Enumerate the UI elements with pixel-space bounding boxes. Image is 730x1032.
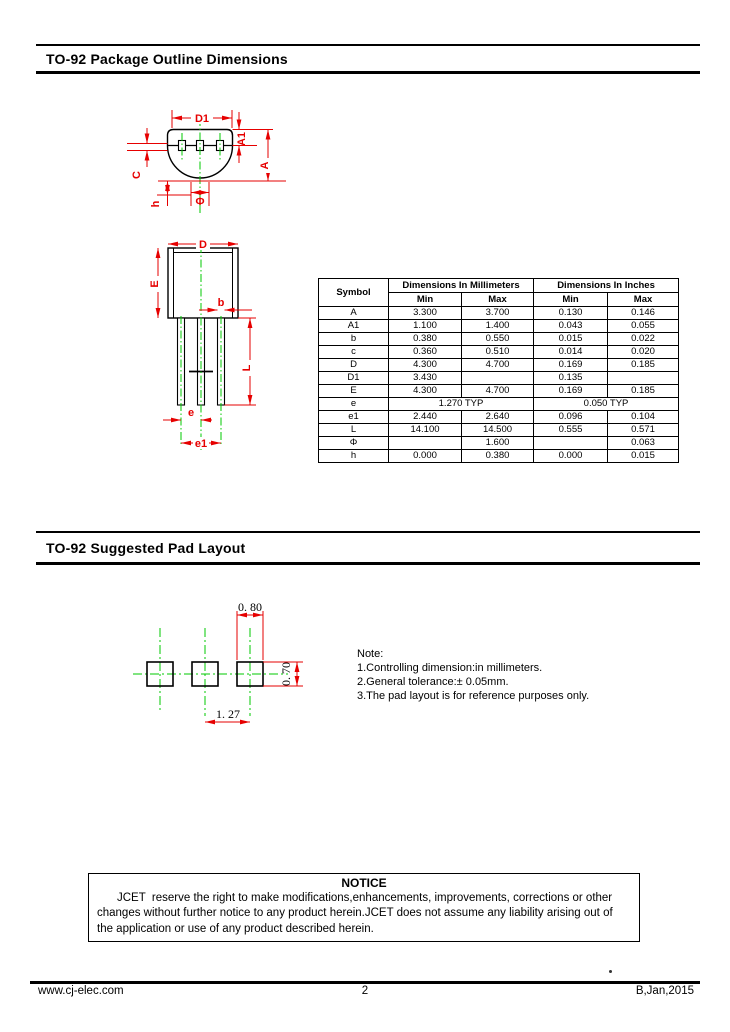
table-row	[319, 359, 679, 372]
table-cell: 0.169	[534, 359, 608, 372]
dim-label-l: L	[241, 364, 253, 372]
table-cell: 4.300	[389, 385, 462, 398]
table-cell: 0.020	[608, 346, 679, 359]
table-row	[319, 411, 679, 424]
table-cell: 0.043	[534, 320, 608, 333]
table-cell: 0.555	[534, 424, 608, 437]
table-cell: 4.700	[462, 385, 534, 398]
notice-title: NOTICE	[341, 876, 387, 890]
dimensions-table	[318, 278, 679, 463]
table-cell	[462, 372, 534, 385]
footer-rule	[30, 981, 700, 984]
table-row	[319, 385, 679, 398]
table-cell: 0.000	[389, 450, 462, 463]
header-max: Max	[608, 293, 679, 307]
dim-label-h: h	[150, 200, 162, 208]
table-cell	[608, 372, 679, 385]
front-view	[149, 238, 256, 450]
header-min: Min	[389, 293, 462, 307]
table-cell: 0.000	[534, 450, 608, 463]
dim-label-c: C	[131, 171, 143, 179]
table-cell: 4.700	[462, 359, 534, 372]
table-cell: A	[319, 307, 389, 320]
dim-label-a1: A1	[236, 131, 248, 147]
table-row	[319, 320, 679, 333]
section1-top-rule	[36, 44, 700, 46]
table-cell: 0.135	[534, 372, 608, 385]
section2-title: TO-92 Suggested Pad Layout	[46, 540, 246, 556]
table-cell: 0.360	[389, 346, 462, 359]
table-cell: b	[319, 333, 389, 346]
table-cell: Φ	[319, 437, 389, 450]
table-cell: 3.700	[462, 307, 534, 320]
dim-label-d1: D1	[194, 113, 210, 125]
table-cell: 0.063	[608, 437, 679, 450]
table-row	[319, 333, 679, 346]
table-header-row	[319, 279, 679, 293]
table-cell: 0.015	[534, 333, 608, 346]
table-cell: 0.015	[608, 450, 679, 463]
table-cell: 0.104	[608, 411, 679, 424]
table-cell: e	[319, 398, 389, 411]
pad-layout-drawing	[118, 595, 318, 735]
table-cell: 0.130	[534, 307, 608, 320]
table-cell: 0.550	[462, 333, 534, 346]
dim-label-phi: Φ	[195, 196, 205, 208]
table-cell: 0.096	[534, 411, 608, 424]
footer-page-number: 2	[361, 985, 369, 997]
table-cell	[389, 437, 462, 450]
table-row	[319, 307, 679, 320]
table-cell: 1.100	[389, 320, 462, 333]
notice-box	[88, 873, 640, 942]
table-cell: E	[319, 385, 389, 398]
table-cell: 2.640	[462, 411, 534, 424]
table-cell: 0.380	[389, 333, 462, 346]
dim-label-pad-height: 0. 70	[279, 662, 293, 686]
table-cell: c	[319, 346, 389, 359]
package-outline-drawing	[100, 88, 325, 460]
table-cell: 0.014	[534, 346, 608, 359]
table-cell: 0.510	[462, 346, 534, 359]
table-cell: h	[319, 450, 389, 463]
table-cell	[534, 437, 608, 450]
table-row	[319, 346, 679, 359]
dim-label-b: b	[217, 297, 225, 309]
stray-dot	[609, 970, 612, 973]
package-body	[168, 248, 238, 318]
table-cell: 1.270 TYP	[389, 398, 534, 411]
note-title: Note:	[357, 648, 384, 660]
table-cell: 4.300	[389, 359, 462, 372]
footer-website: www.cj-elec.com	[38, 985, 124, 997]
table-cell: A1	[319, 320, 389, 333]
header-inches: Dimensions In Inches	[534, 279, 679, 293]
table-cell: 1.400	[462, 320, 534, 333]
table-row	[319, 398, 679, 411]
notice-body: JCET reserve the right to make modifications,enhancements, improvements, corrections or other changes without further notice to any product herein.JCET does not assume any liability arising out of the application or use of any product described herein.	[97, 892, 616, 935]
header-mm: Dimensions In Millimeters	[389, 279, 534, 293]
table-cell: 0.185	[608, 359, 679, 372]
dim-label-d: D	[199, 239, 207, 251]
header-min: Min	[534, 293, 608, 307]
note-item: 3.The pad layout is for reference purposes only.	[357, 690, 590, 702]
footer-revision: B,Jan,2015	[635, 985, 694, 997]
table-cell: 1.600	[462, 437, 534, 450]
dim-label-pitch: 1. 27	[216, 707, 240, 721]
table-cell: 14.100	[389, 424, 462, 437]
table-cell: D	[319, 359, 389, 372]
note-item: 1.Controlling dimension:in millimeters.	[357, 662, 543, 674]
table-cell: 0.185	[608, 385, 679, 398]
table-cell: 0.146	[608, 307, 679, 320]
table-cell: 0.050 TYP	[534, 398, 679, 411]
table-cell: 3.430	[389, 372, 462, 385]
table-cell: L	[319, 424, 389, 437]
table-cell: 0.055	[608, 320, 679, 333]
table-cell: D1	[319, 372, 389, 385]
table-row	[319, 424, 679, 437]
header-symbol: Symbol	[319, 279, 389, 307]
table-cell: 0.380	[462, 450, 534, 463]
table-cell: e1	[319, 411, 389, 424]
dim-label-e1: e1	[194, 438, 208, 450]
header-max: Max	[462, 293, 534, 307]
note-block	[357, 647, 622, 703]
section1-title: TO-92 Package Outline Dimensions	[46, 51, 288, 67]
section1-bottom-rule	[36, 71, 700, 74]
table-cell: 14.500	[462, 424, 534, 437]
section2-bottom-rule	[36, 562, 700, 565]
table-cell: 2.440	[389, 411, 462, 424]
dim-label-e: e	[187, 407, 195, 419]
table-row	[319, 372, 679, 385]
table-cell: 0.571	[608, 424, 679, 437]
table-row	[319, 450, 679, 463]
note-item: 2.General tolerance:± 0.05mm.	[357, 676, 509, 688]
table-row	[319, 437, 679, 450]
dim-label-a: A	[259, 161, 271, 170]
table-cell: 0.169	[534, 385, 608, 398]
section2-top-rule	[36, 531, 700, 533]
top-view	[127, 110, 286, 213]
dim-label-e-body: E	[149, 280, 161, 288]
dim-label-pad-width: 0. 80	[238, 600, 262, 614]
table-cell: 0.022	[608, 333, 679, 346]
table-cell: 3.300	[389, 307, 462, 320]
